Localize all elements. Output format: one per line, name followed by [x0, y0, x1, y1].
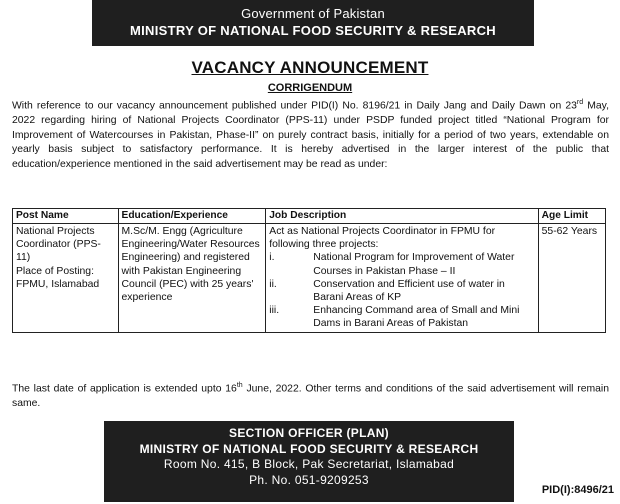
intro-paragraph [12, 96, 609, 172]
list-item [269, 304, 534, 330]
header-job-description: Job Description [266, 209, 538, 224]
header-band [92, 0, 534, 46]
list-text: Conservation and Efficient use of water in Barani Areas of KP [313, 278, 505, 304]
cell-age-limit: 55-62 Years [538, 224, 605, 333]
list-number: iii. [269, 305, 280, 317]
section-officer: SECTION OFFICER (PLAN) [229, 426, 389, 440]
intro-superscript: rd [576, 99, 584, 106]
header-age-limit: Age Limit [538, 209, 605, 224]
list-number: i. [269, 252, 275, 264]
pid-number: PID(I):8496/21 [541, 484, 614, 496]
closing-paragraph [12, 378, 609, 411]
post-name: National Projects Coordinator (PPS-11) [16, 226, 101, 264]
list-item [269, 251, 534, 277]
table-row [13, 224, 606, 333]
cell-education: M.Sc/M. Engg (Agriculture Engineering/Water Resources Engineering) and registered with Pakistan Engineering Council (PEC) with 25 years' experience [118, 224, 266, 333]
cell-job-description [266, 224, 538, 333]
ministry-heading: MINISTRY OF NATIONAL FOOD SECURITY & RESEARCH [130, 23, 496, 38]
closing-superscript: th [236, 382, 243, 389]
footer-ministry: MINISTRY OF NATIONAL FOOD SECURITY & RESEARCH [139, 441, 479, 456]
intro-text-2: May, 2022 regarding hiring of National Projects Coordinator (PPS-11) under PSDP funded project titled “National Program for Improvement of Watercourses in Pakistan, Phase-II” on purely contract basis, initially for a period of two years, extendable on yearly basis subject to satisfactory performance. It is hereby advertised in the larger interest of the public that education/experience mentioned in the said advertisement may be read as under: [12, 100, 609, 170]
closing-text-1: The last date of application is extended upto 16 [12, 383, 237, 395]
job-description-intro: Act as National Projects Coordinator in FPMU for following three projects: [269, 226, 496, 251]
place-of-posting: Place of Posting: FPMU, Islamabad [16, 265, 100, 290]
footer-address: Room No. 415, B Block, Pak Secretariat, Islamabad [163, 457, 455, 471]
header-education: Education/Experience [118, 209, 266, 224]
page-title: VACANCY ANNOUNCEMENT [191, 58, 429, 77]
government-heading: Government of Pakistan [241, 6, 385, 21]
header-post-name: Post Name [13, 209, 119, 224]
intro-text-1: With reference to our vacancy announcement published under PID(I) No. 8196/21 in Daily Jang and Daily Dawn on 23 [12, 100, 577, 112]
footer-phone: Ph. No. 051-9209253 [249, 472, 369, 487]
list-text: National Program for Improvement of Water Courses in Pakistan Phase – II [313, 252, 515, 277]
vacancy-table [12, 208, 606, 333]
corrigendum-heading: CORRIGENDUM [267, 82, 353, 94]
footer-band [104, 421, 514, 502]
project-list [269, 251, 534, 330]
closing-text-2: June, 2022. Other terms and conditions of the said advertisement will remain same. [12, 383, 610, 410]
list-number: ii. [269, 278, 277, 290]
table-header-row [13, 209, 606, 224]
list-text: Enhancing Command area of Small and Mini Dams in Barani Areas of Pakistan [313, 305, 520, 330]
list-item [269, 278, 534, 304]
cell-post-name [13, 224, 119, 333]
